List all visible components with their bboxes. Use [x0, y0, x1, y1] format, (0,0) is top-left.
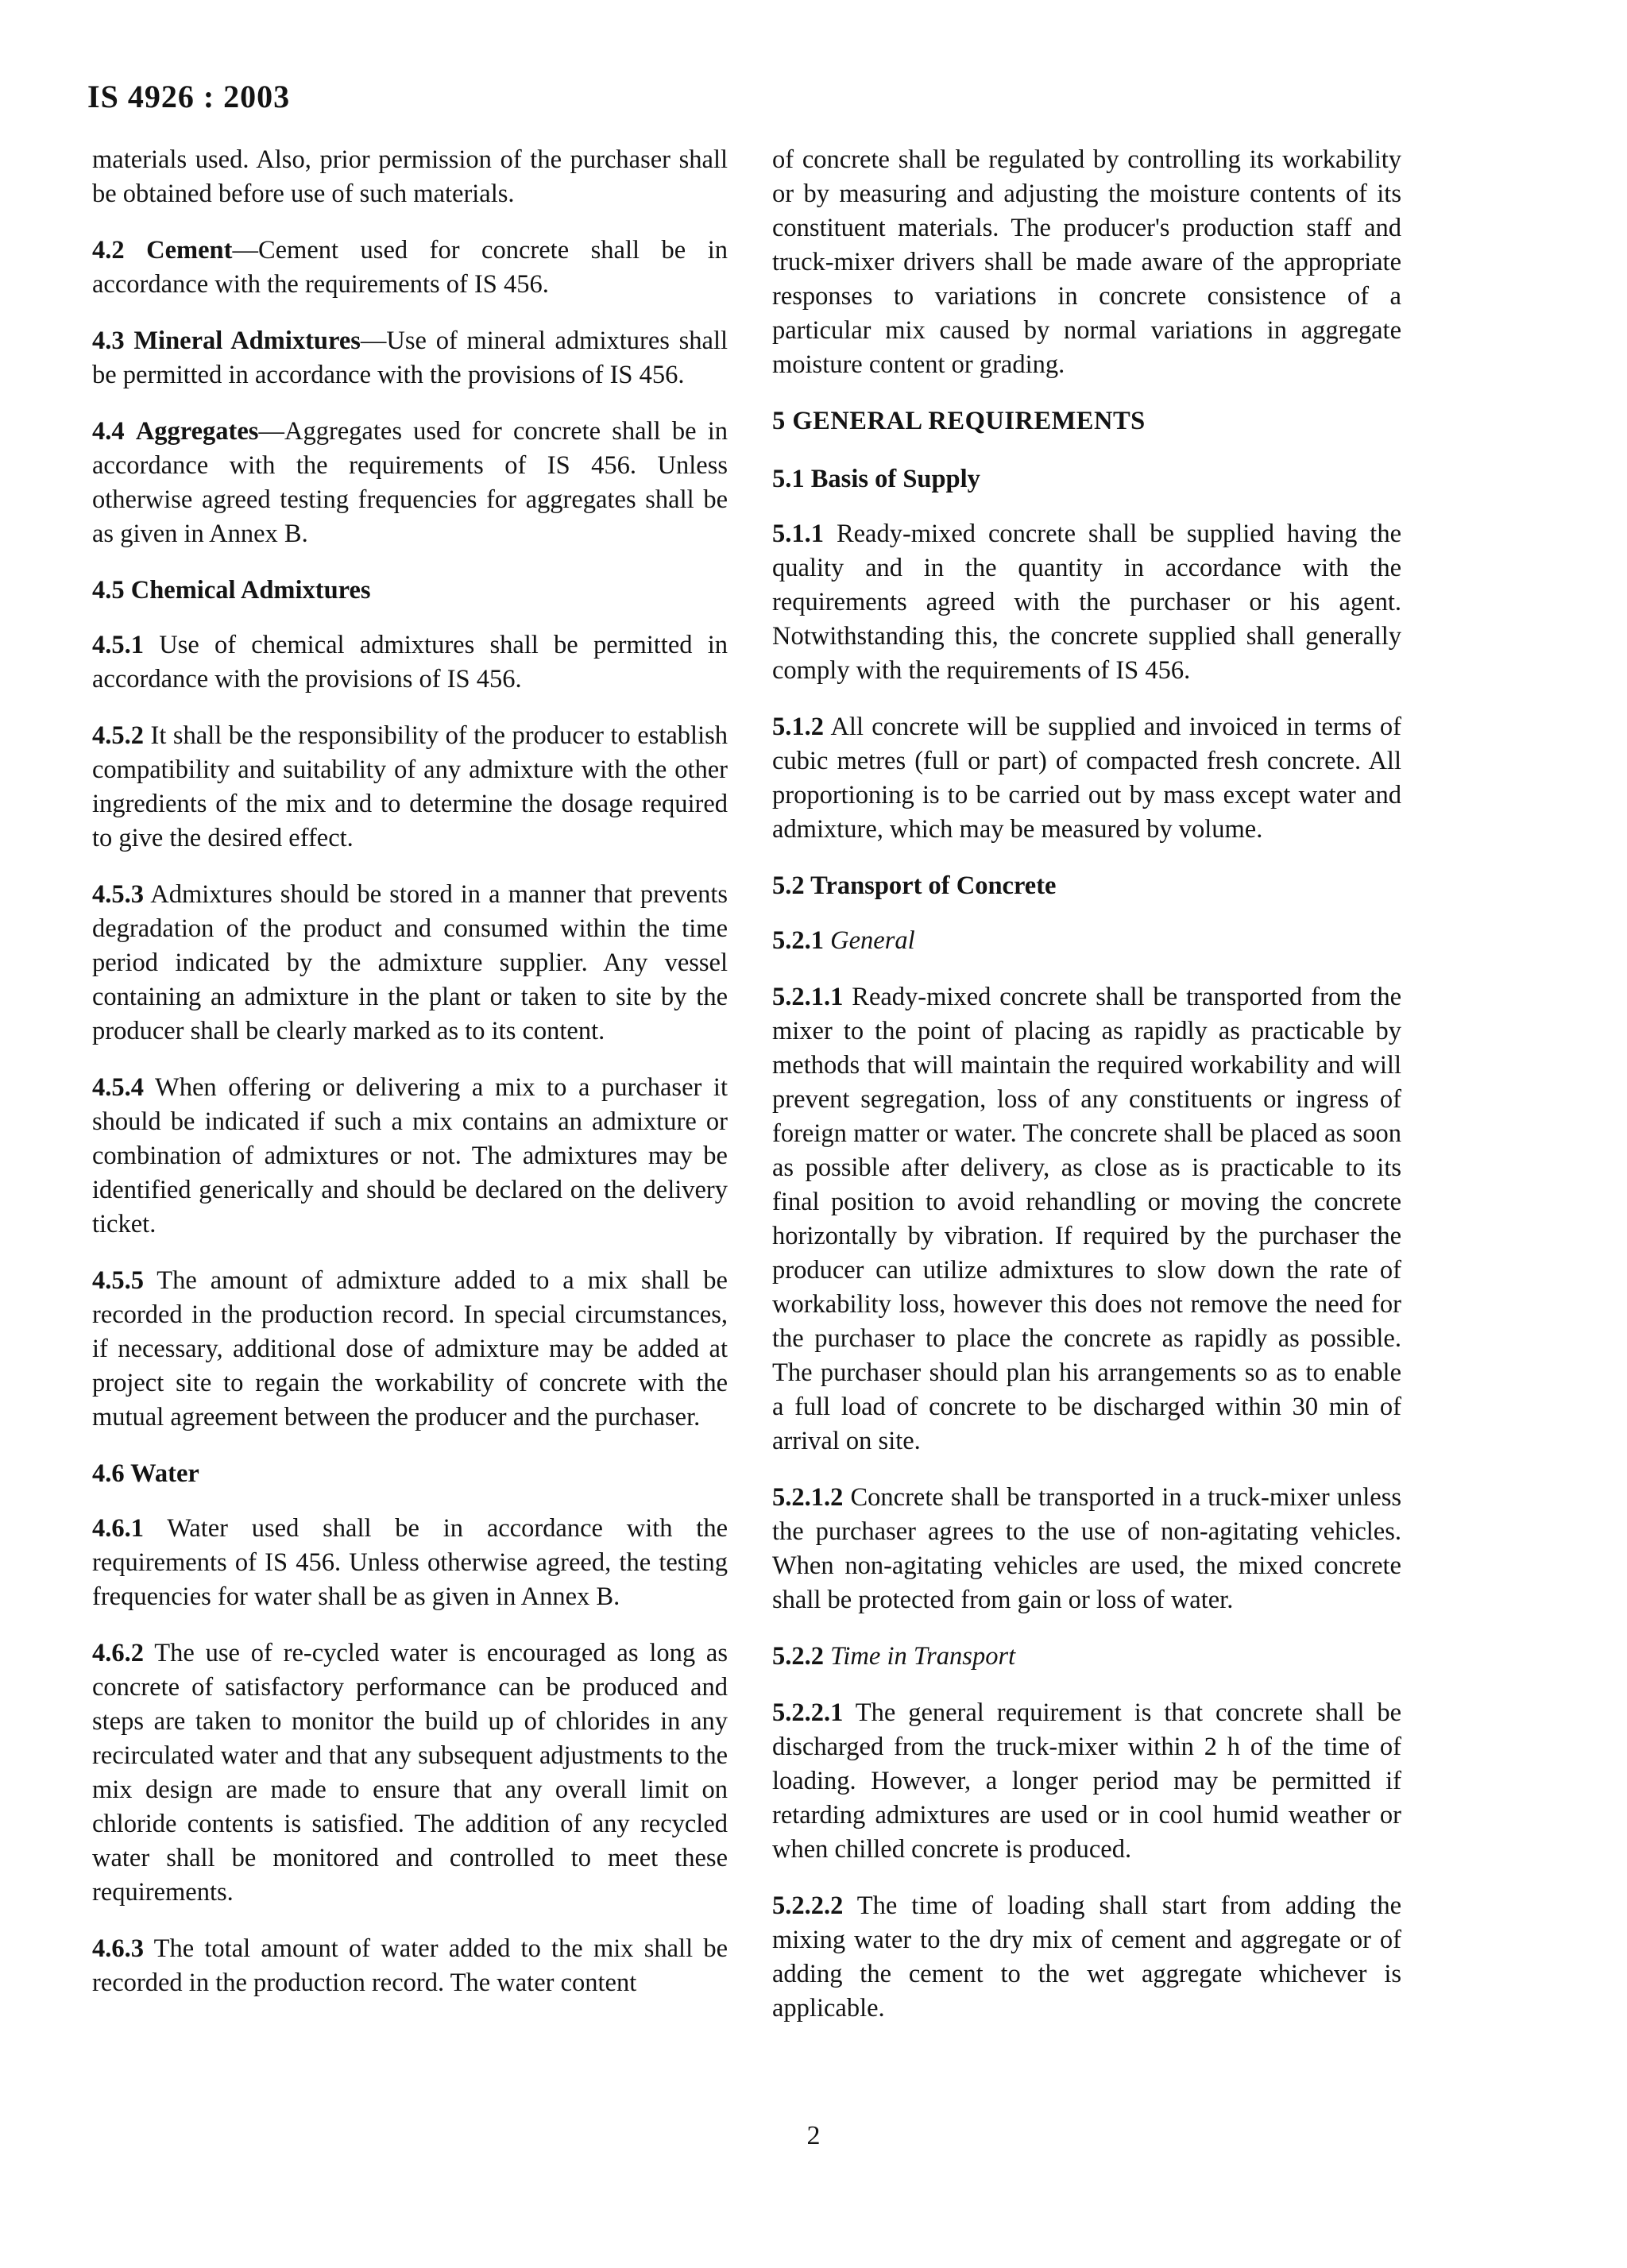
paragraph-water-content-continued: of concrete shall be regulated by controlling its workability or by measuring and adjusting the moisture contents of its constituent materials. The producer's production staff and truck-mixer drivers shall be made aware of the appropriate responses to variations in concrete consistence of a particular mix caused by normal variations in aggregate moisture content or grading.	[772, 145, 1401, 379]
clause-4-3-mineral-admixtures: 4.3 Mineral Admixtures—Use of mineral admixtures shall be permitted in accordance with the provisions of IS 456.	[92, 326, 728, 389]
clause-text: The use of re-cycled water is encouraged as long as concrete of satisfactory performance can be produced and steps are taken to monitor the build up of chlorides in any recirculated water and that any subsequent adjustments to the mix design are made to ensure that any overall limit on chloride contents is satisfied. The addition of any recycled water shall be monitored and controlled to meet these requirements.	[92, 1639, 728, 1907]
clause-number: 4.2	[92, 236, 125, 265]
heading-4-6-water: 4.6 Water	[92, 1459, 199, 1488]
heading-4-5-chemical-admixtures: 4.5 Chemical Admixtures	[92, 576, 371, 605]
left-column	[92, 143, 728, 2023]
clause-4-6-2	[92, 1636, 728, 1910]
heading-5-1-basis-of-supply: 5.1 Basis of Supply	[772, 465, 980, 493]
clause-text: Admixtures should be stored in a manner that prevents degradation of the product and consumed within the time period indicated by the admixture supplier. Any vessel containing an admixture in the plant or taken to site by the producer shall be clearly marked as to its content.	[92, 880, 728, 1045]
clause-title: Time in Transport	[830, 1642, 1016, 1671]
clause-4-5-2	[92, 719, 728, 856]
clause-number: 5.1.2	[772, 713, 824, 741]
clause-text: The general requirement is that concrete shall be discharged from the truck-mixer within 2 h of the time of loading. However, a longer period may be permitted if retarding admixtures are used or in cool humid weather or when chilled concrete is produced.	[772, 1698, 1401, 1864]
clause-text: Water used shall be in accordance with the requirements of IS 456. Unless otherwise agreed, the testing frequencies for water shall be as given in Annex B.	[92, 1514, 728, 1611]
clause-5-1-2	[772, 710, 1401, 847]
clause-number: 4.6.2	[92, 1639, 144, 1667]
clause-text: The amount of admixture added to a mix shall be recorded in the production record. In special circumstances, if necessary, additional dose of admixture may be added at project site to regain the workability of concrete with the mutual agreement between the producer and the purchaser.	[92, 1266, 728, 1432]
clause-number: 5.2.2	[772, 1642, 824, 1671]
clause-5-2-2-1	[772, 1696, 1401, 1867]
right-column	[772, 143, 1401, 2048]
clause-number: 4.5.1	[92, 631, 144, 659]
clause-number: 5.2.1	[772, 926, 824, 955]
clause-4-5-1	[92, 628, 728, 697]
heading-5-2-2-time-in-transport	[772, 1640, 1401, 1674]
clause-number: 5.2.2.2	[772, 1891, 844, 1920]
clause-4-2-cement: 4.2 Cement—Cement used for concrete shall be in accordance with the requirements of IS 456.	[92, 236, 728, 299]
clause-number: 5.2.1.2	[772, 1483, 844, 1512]
clause-number: 5.2.2.1	[772, 1698, 844, 1727]
heading-5-general-requirements: 5 GENERAL REQUIREMENTS	[772, 407, 1146, 435]
clause-5-2-2-2	[772, 1889, 1401, 2026]
clause-number: 4.5.4	[92, 1073, 144, 1102]
clause-text: It shall be the responsibility of the producer to establish compatibility and suitability of any admixture with the other ingredients of the mix and to determine the dosage required to give the desired effect.	[92, 721, 728, 852]
clause-text: The time of loading shall start from adding the mixing water to the dry mix of cement and aggregate or of adding the cement to the wet aggregate whichever is applicable.	[772, 1891, 1401, 2023]
clause-number: 4.5.5	[92, 1266, 144, 1295]
clause-text: Concrete shall be transported in a truck-mixer unless the purchaser agrees to the use of non-agitating vehicles. When non-agitating vehicles are used, the mixed concrete shall be protected from gain or loss of water.	[772, 1483, 1401, 1614]
clause-text: Use of mineral admixtures shall be permitted in accordance with the provisions of IS 456.	[92, 326, 728, 389]
clause-title: General	[830, 926, 915, 955]
clause-text: All concrete will be supplied and invoiced in terms of cubic metres (full or part) of compacted fresh concrete. All proportioning is to be carried out by mass except water and admixture, which may be measured by volume.	[772, 713, 1401, 844]
clause-text: Aggregates used for concrete shall be in accordance with the requirements of IS 456. Unless otherwise agreed testing frequencies for aggregates shall be as given in Annex B.	[92, 417, 728, 548]
clause-4-5-3	[92, 878, 728, 1049]
clause-text: When offering or delivering a mix to a purchaser it should be indicated if such a mix contains an admixture or combination of admixtures or not. The admixtures may be identified generically and should be declared on the delivery ticket.	[92, 1073, 728, 1238]
clause-title: Mineral Admixtures	[133, 326, 361, 355]
heading-5-2-1-general	[772, 924, 1401, 958]
clause-number: 4.5.2	[92, 721, 144, 750]
clause-5-2-1-1	[772, 980, 1401, 1459]
clause-5-2-1-2	[772, 1481, 1401, 1617]
document-id-header: IS 4926 : 2003	[87, 79, 291, 114]
heading-5-2-transport-of-concrete: 5.2 Transport of Concrete	[772, 871, 1057, 900]
clause-text: Ready-mixed concrete shall be supplied having the quality and in the quantity in accordance with the requirements agreed with the purchaser or his agent. Notwithstanding this, the concrete supplied shall generally comply with the requirements of IS 456.	[772, 520, 1401, 685]
clause-text: Ready-mixed concrete shall be transported from the mixer to the point of placing as rapidly as practicable by methods that will maintain the required workability and will prevent segregation, loss of any constituents or ingress of foreign matter or water. The concrete shall be placed as soon as possible after delivery, as close as is practicable to its final position to avoid rehandling or moving the concrete horizontally by vibration. If required by the purchaser the producer can utilize admixtures to slow down the rate of workability loss, however this does not remove the need for the purchaser to place the concrete as rapidly as possible. The purchaser should plan his arrangements so as to enable a full load of concrete to be discharged within 30 min of arrival on site.	[772, 983, 1401, 1455]
clause-number: 4.6.1	[92, 1514, 144, 1543]
clause-number: 5.2.1.1	[772, 983, 844, 1011]
clause-number: 4.6.3	[92, 1934, 144, 1963]
clause-number: 4.3	[92, 326, 125, 355]
clause-title: Aggregates	[135, 417, 259, 446]
page-number: 2	[806, 2121, 821, 2150]
clause-number: 4.5.3	[92, 880, 144, 909]
clause-text: The total amount of water added to the mix shall be recorded in the production record. The water content	[92, 1934, 728, 1997]
clause-5-1-1	[772, 517, 1401, 688]
clause-text: Use of chemical admixtures shall be permitted in accordance with the provisions of IS 456.	[92, 631, 728, 694]
clause-title: Cement	[146, 236, 233, 265]
clause-4-5-5	[92, 1264, 728, 1435]
clause-number: 4.4	[92, 417, 125, 446]
paragraph-materials-continued: materials used. Also, prior permission of the purchaser shall be obtained before use of such materials.	[92, 145, 728, 208]
clause-4-6-3	[92, 1932, 728, 2000]
clause-text: Cement used for concrete shall be in accordance with the requirements of IS 456.	[92, 236, 728, 299]
clause-number: 5.1.1	[772, 520, 824, 548]
clause-4-4-aggregates: 4.4 Aggregates—Aggregates used for concrete shall be in accordance with the requirements of IS 456. Unless otherwise agreed testing frequencies for aggregates shall be as given in Annex B.	[92, 417, 728, 548]
clause-4-5-4	[92, 1071, 728, 1242]
clause-4-6-1	[92, 1512, 728, 1614]
